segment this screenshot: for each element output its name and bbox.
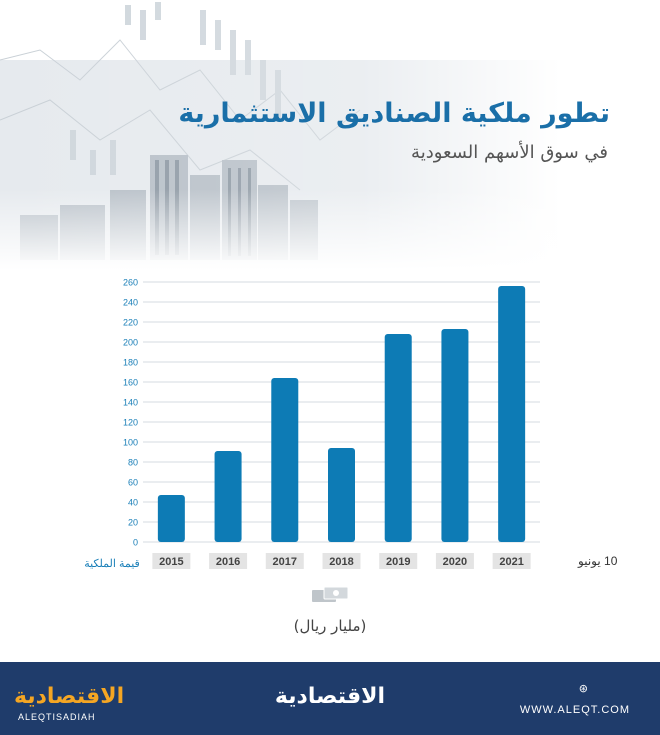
y-tick-label: 220 (122, 317, 138, 328)
bar-chart (0, 270, 660, 580)
bar-2016 (215, 451, 242, 542)
footer-logo-center: الاقتصادية (274, 684, 386, 709)
money-icon (310, 585, 350, 605)
bar-2019 (385, 334, 412, 542)
page-subtitle: في سوق الأسهم السعودية (411, 142, 608, 163)
x-label-2021: 2021 (499, 556, 524, 568)
footer-handle: ALEQTISADIAH (18, 712, 96, 722)
y-tick-label: 140 (122, 397, 138, 408)
x-label-2016: 2016 (215, 556, 241, 568)
y-tick-label: 20 (127, 517, 138, 528)
bar-2015 (158, 495, 185, 542)
footer (0, 662, 660, 735)
skyline-background (0, 0, 660, 270)
website-icon: ⊛ (578, 682, 588, 695)
unit-label: (مليار ريال) (293, 617, 367, 635)
x-label-2019: 2019 (385, 556, 411, 568)
bar-2021 (498, 286, 525, 542)
bar-2018 (328, 448, 355, 542)
y-tick-label: 40 (127, 497, 138, 508)
page-title: تطور ملكية الصناديق الاستثمارية (178, 98, 610, 129)
x-label-2020: 2020 (442, 556, 468, 568)
y-tick-label: 80 (127, 457, 138, 468)
footer-url[interactable]: WWW.ALEQT.COM (519, 704, 630, 716)
y-axis-ticks (123, 278, 138, 548)
x-axis-labels (152, 553, 530, 569)
bars (158, 286, 525, 542)
series-label: قيمة الملكية (84, 558, 140, 570)
y-tick-label: 160 (122, 377, 138, 388)
unit-block (290, 585, 370, 635)
footer-logo-left: الاقتصادية (14, 684, 125, 709)
x-label-2018: 2018 (329, 556, 354, 568)
date-note: 10 يونيو (578, 554, 618, 568)
y-tick-label: 0 (132, 537, 138, 548)
y-tick-label: 240 (122, 297, 138, 308)
x-label-2017: 2017 (272, 556, 298, 568)
x-label-2015: 2015 (159, 556, 184, 568)
bar-2020 (441, 329, 468, 542)
y-tick-label: 260 (122, 277, 138, 288)
y-tick-label: 100 (122, 437, 138, 448)
y-tick-label: 120 (122, 417, 138, 428)
y-tick-label: 200 (122, 337, 138, 348)
bar-2017 (271, 378, 298, 542)
y-tick-label: 60 (127, 477, 138, 488)
y-tick-label: 180 (122, 357, 138, 368)
